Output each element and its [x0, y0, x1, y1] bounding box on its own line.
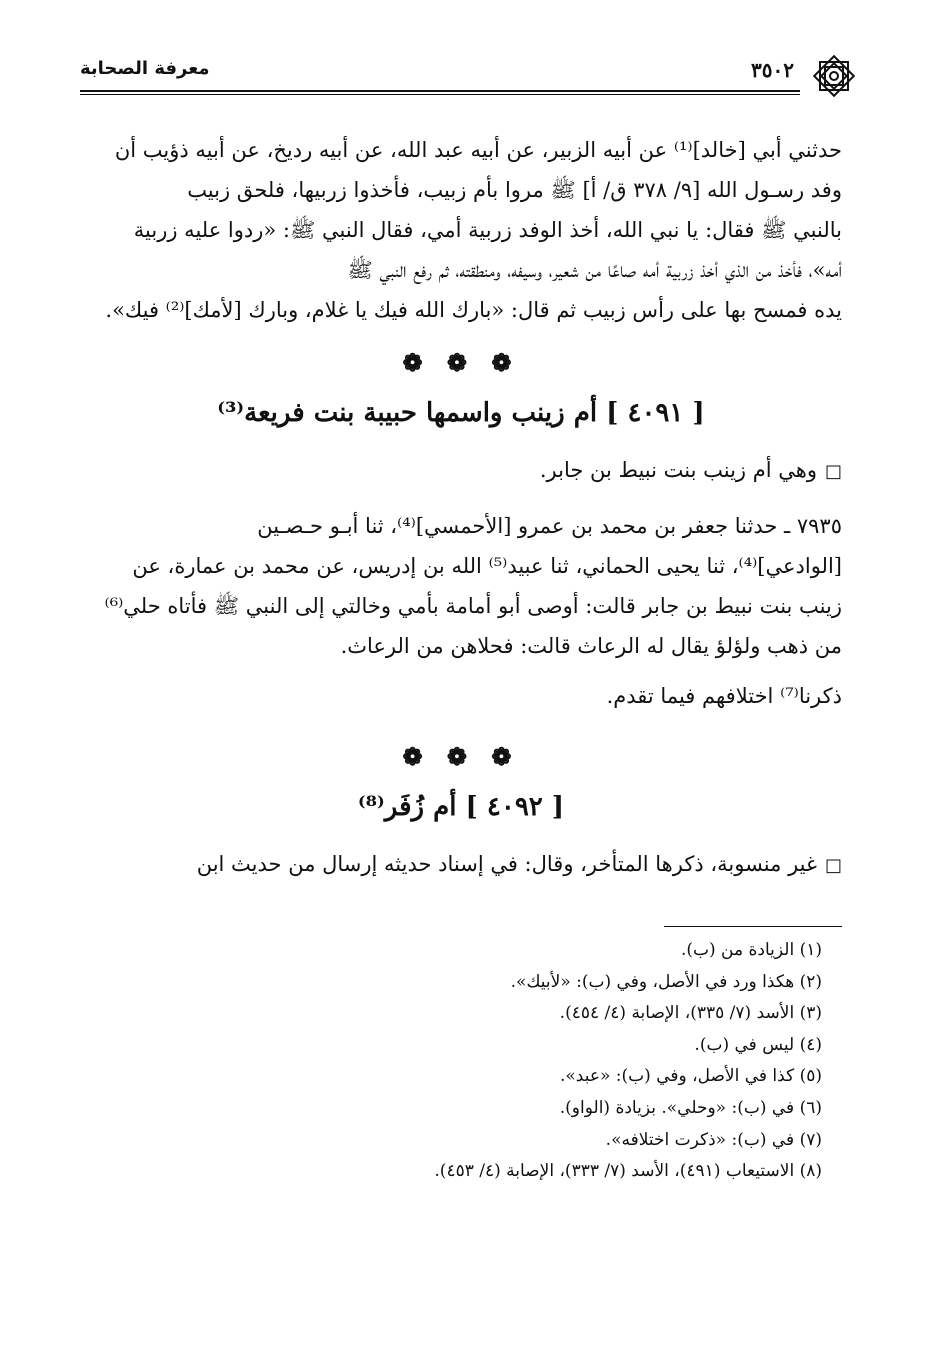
- book-title: معرفة الصحابة: [80, 58, 210, 79]
- section-separator: ❁ ❁ ❁: [402, 742, 520, 771]
- paragraph-continuation: [80, 130, 842, 330]
- hadith-line: ٧٩٣٥ ـ حدثنا جعفر بن محمد بن عمرو [الأحمسي]⁽⁴⁾، ثنا أبـو حـصـين: [257, 514, 842, 538]
- entry-intro-text: غير منسوبة، ذكرها المتأخر، وقال: في إسناد حديثه إرسال من حديث ابن: [196, 852, 817, 876]
- body-line: بالنبي ﷺ فقال: يا نبي الله، أخذ الوفد زربية أمي، فقال النبي ﷺ: «ردوا عليه زربية: [133, 218, 842, 242]
- entry-heading: [ ٤٠٩٢ ] أم زُفَر⁽⁸⁾: [357, 792, 565, 822]
- body-line: يده فمسح بها على رأس زبيب ثم قال: «بارك الله فيك يا غلام، وبارك [لأمك]⁽²⁾ فيك».: [105, 298, 842, 322]
- hadith-line: من ذهب ولؤلؤ يقال له الرعاث قالت: فحلاهن من الرعاث.: [340, 634, 842, 658]
- footnote: (٨) الاستيعاب (٤٩١)، الأسد (٧/ ٣٣٣)، الإصابة (٤/ ٤٥٣).: [434, 1161, 822, 1182]
- box-marker-icon: □: [824, 855, 842, 876]
- body-line: أمه»، فأخذ من الذي أخذ زربية أمه صاعًا من شعير، وسيفه، ومنطقته، ثم رفع النبي ﷺ: [347, 258, 842, 282]
- footnote: (٢) هكذا ورد في الأصل، وفي (ب): «لأبيك».: [510, 971, 822, 992]
- footnote: (٥) كذا في الأصل، وفي (ب): «عبد».: [560, 1066, 822, 1087]
- entry-intro: [80, 450, 842, 492]
- ornament-star-icon: [808, 50, 860, 102]
- document-page: [80, 50, 842, 1188]
- header-rule-thin: [80, 94, 800, 95]
- footnote-rule: [664, 926, 842, 927]
- footnote: (٦) في (ب): «وحلي». بزيادة (الواو).: [559, 1097, 822, 1118]
- footnote: (٧) في (ب): «ذكرت اختلافه».: [605, 1129, 822, 1150]
- page-header: [80, 50, 842, 100]
- body-line: وفد رسـول الله [٩/ ٣٧٨ ق/ أ] ﷺ مروا بأم زبيب، فأخذوا زربيها، فلحق زبيب: [187, 178, 842, 202]
- entry-note: ذكرنا⁽⁷⁾ اختلافهم فيما تقدم.: [606, 684, 842, 708]
- entry-intro: [80, 844, 842, 886]
- box-marker-icon: □: [824, 461, 842, 482]
- body-line: حدثني أبي [خالد]⁽¹⁾ عن أبيه الزبير، عن أبيه عبد الله، عن أبيه رديخ، عن أبيه ذؤيب أن: [114, 138, 842, 162]
- section-separator: ❁ ❁ ❁: [402, 348, 520, 377]
- footnote: (١) الزيادة من (ب).: [680, 940, 822, 960]
- header-rule: [80, 90, 800, 92]
- entry-intro-text: وهي أم زينب بنت نبيط بن جابر.: [539, 458, 817, 482]
- footnotes: [80, 935, 842, 1188]
- footnote: (٤) ليس في (ب).: [694, 1034, 822, 1055]
- footnote: (٣) الأسد (٧/ ٣٣٥)، الإصابة (٤/ ٤٥٤).: [559, 1003, 822, 1024]
- entry-heading: [ ٤٠٩١ ] أم زينب واسمها حبيبة بنت فريعة⁽³⁾: [217, 398, 705, 428]
- hadith-line: زينب بنت نبيط بن جابر قالت: أوصى أبو أمامة بأمي وخالتي إلى النبي ﷺ فأتاه حلي⁽⁶⁾: [104, 594, 842, 618]
- hadith-line: [الوادعي]⁽⁴⁾، ثنا يحيى الحماني، ثنا عبيد⁽⁵⁾ الله بن إدريس، عن محمد بن عمارة، عن: [132, 554, 842, 578]
- page-number: ٣٥٠٢: [751, 58, 794, 82]
